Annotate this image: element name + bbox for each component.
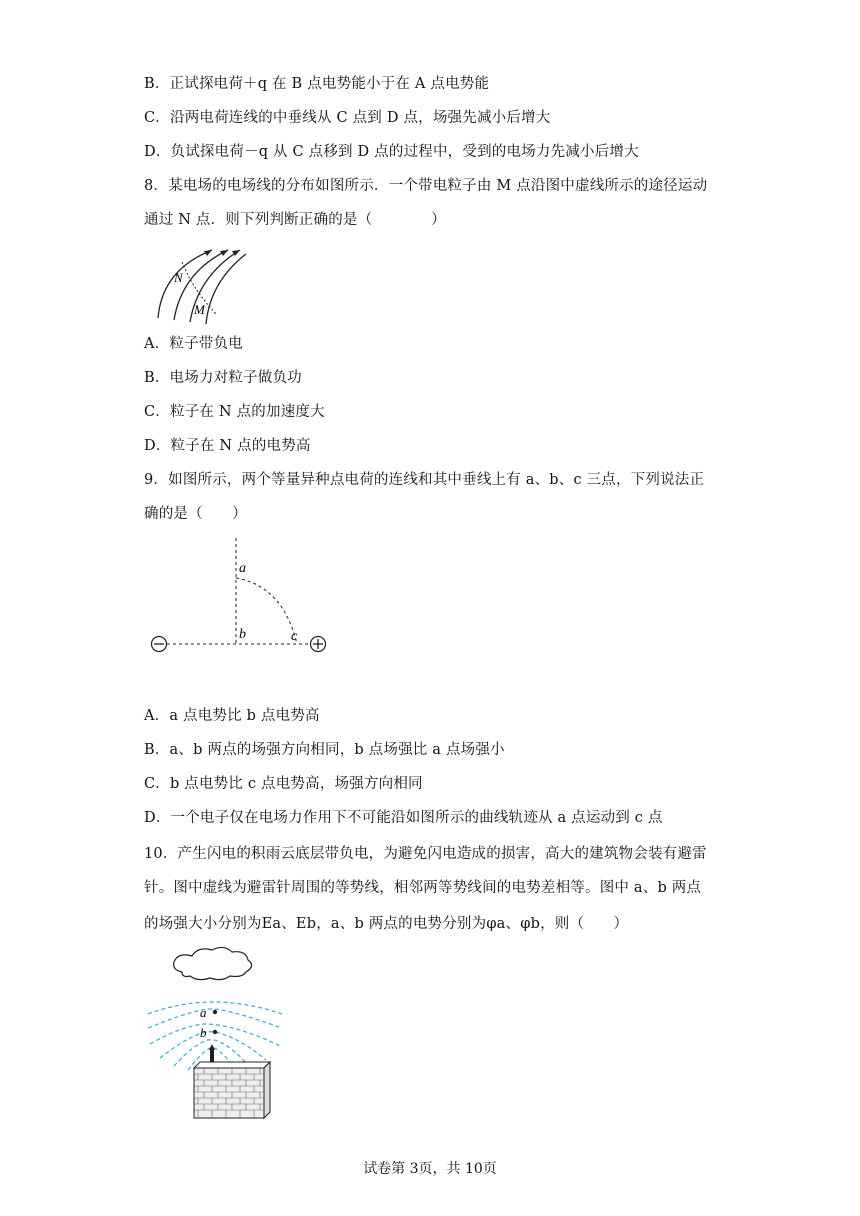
q8-option-d: D．粒子在 N 点的电势高: [144, 438, 311, 454]
q10-stem-line2: 针。图中虚线为避雷针周围的等势线，相邻两等势线间的电势差相等。图中 a、b 两点: [144, 880, 702, 896]
cloud-icon: [174, 947, 252, 979]
q10-label-b: b: [200, 1025, 207, 1040]
q10-stem-line1: 10．产生闪电的积雨云底层带负电，为避免闪电造成的损害，高大的建筑物会装有避雷: [144, 846, 707, 862]
q9-option-c: C．b 点电势比 c 点电势高，场强方向相同: [144, 776, 423, 792]
q8-label-m: M: [194, 302, 205, 317]
q9-label-c: c: [291, 629, 298, 644]
q8-label-n: N: [174, 270, 183, 285]
q9-label-a: a: [239, 561, 246, 576]
q8-stem-line1: 8．某电场的电场线的分布如图所示．一个带电粒子由 M 点沿图中虚线所示的途径运动: [144, 178, 708, 194]
q8-option-b: B．电场力对粒子做负功: [144, 370, 302, 386]
q8-field-line-figure: [148, 238, 258, 328]
q7-option-d: D．负试探电荷－q 从 C 点移到 D 点的过程中，受到的电场力先减小后增大: [144, 144, 639, 160]
q8-option-c: C．粒子在 N 点的加速度大: [144, 404, 325, 420]
q8-stem-line2: 通过 N 点．则下列判断正确的是（ ）: [144, 212, 446, 228]
q9-label-b: b: [239, 627, 246, 642]
q7-option-b: B．正试探电荷＋q 在 B 点电势能小于在 A 点电势能: [144, 76, 490, 92]
q9-option-d: D．一个电子仅在电场力作用下不可能沿如图所示的曲线轨迹从 a 点运动到 c 点: [144, 810, 663, 826]
q9-dipole-figure: [145, 532, 345, 662]
q9-option-b: B．a、b 两点的场强方向相同，b 点场强比 a 点场强小: [144, 742, 505, 758]
brick-building-icon: [194, 1062, 270, 1118]
q10-stem-line3: 的场强大小分别为Ea、Eb，a、b 两点的电势分别为φa、φb，则（ ）: [144, 916, 629, 932]
q9-option-a: A．a 点电势比 b 点电势高: [144, 708, 320, 724]
q9-stem-line1: 9．如图所示，两个等量异种点电荷的连线和其中垂线上有 a、b、c 三点，下列说法正: [144, 472, 705, 488]
q10-label-a: a: [200, 1005, 207, 1020]
page-footer: 试卷第 3页，共 10页: [363, 1161, 497, 1177]
q9-stem-line2: 确的是（ ）: [144, 506, 247, 522]
q7-option-c: C．沿两电荷连线的中垂线从 C 点到 D 点，场强先减小后增大: [144, 110, 551, 126]
q10-lightning-rod-figure: [142, 944, 302, 1124]
q8-option-a: A．粒子带负电: [144, 336, 243, 352]
